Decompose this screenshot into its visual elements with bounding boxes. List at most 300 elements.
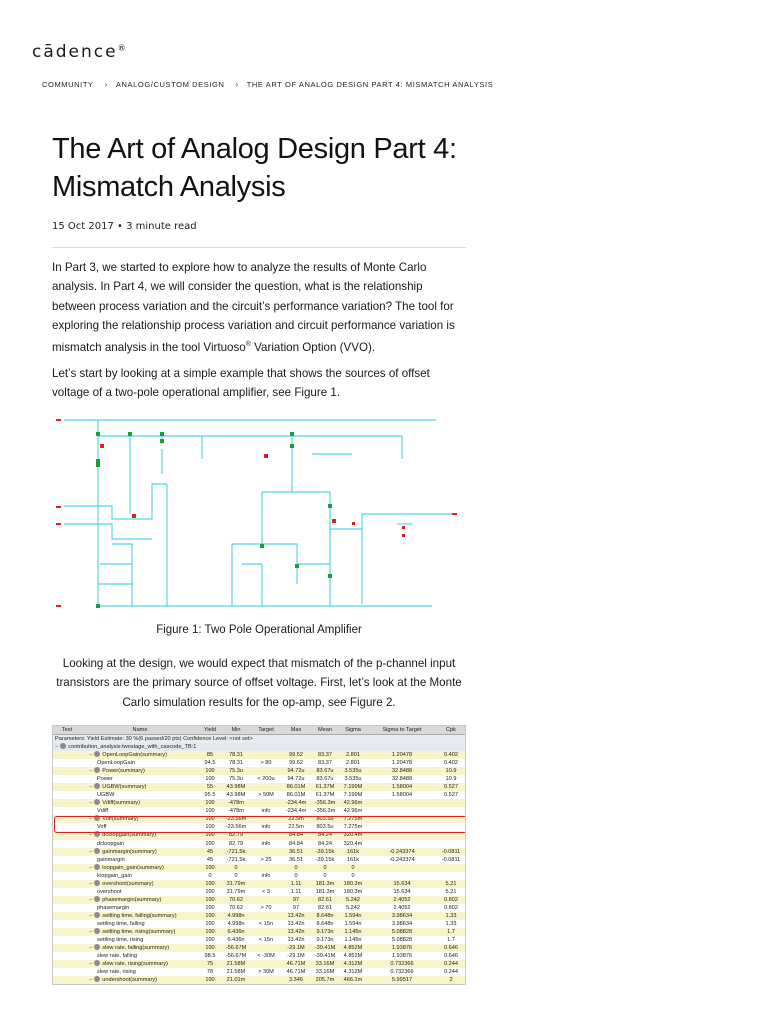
cell-max: 0 bbox=[294, 864, 298, 871]
cell-name: − slew rate, rising(summary) bbox=[89, 961, 168, 968]
cell-sigma: 3.535u bbox=[344, 776, 362, 783]
cell-max: 84.84 bbox=[289, 840, 303, 847]
cell-max: 3.346 bbox=[289, 977, 303, 984]
paragraph-example: Let’s start by looking at a simple example that shows the sources of offset voltage of a two-pole operational amplifier, see Figure 1. bbox=[52, 367, 430, 400]
table-row[interactable] bbox=[53, 928, 465, 936]
column-header: Cpk bbox=[446, 727, 456, 733]
row-test-cell bbox=[53, 896, 81, 904]
table-row[interactable] bbox=[53, 936, 465, 944]
gear-icon bbox=[94, 944, 100, 950]
gear-icon bbox=[94, 783, 100, 789]
cell-mean: 205.7m bbox=[315, 977, 335, 984]
cell-yield: 100 bbox=[205, 888, 215, 895]
cell-yield: 100 bbox=[205, 840, 215, 847]
cell-stt: -0.243374 bbox=[389, 848, 415, 855]
table-row[interactable] bbox=[53, 767, 465, 775]
cell-target: < -30M bbox=[257, 953, 275, 960]
breadcrumb bbox=[42, 80, 493, 89]
column-header: Yield bbox=[203, 727, 217, 733]
cadence-logo[interactable]: cādence® bbox=[32, 42, 126, 62]
cell-min: 21.58M bbox=[226, 961, 246, 968]
cell-target bbox=[251, 848, 281, 856]
cell-mean: 181.3m bbox=[315, 888, 335, 895]
cell-max: 46.71M bbox=[286, 969, 306, 976]
test-tree-node: − contribution_analysis:twostage_with_cascode_TB:1 bbox=[53, 743, 465, 751]
cell-target bbox=[251, 896, 281, 904]
cell-sigma: 7.275m bbox=[343, 824, 363, 831]
cell-min: -478m bbox=[228, 808, 244, 815]
voff-highlight-box bbox=[54, 816, 466, 833]
cell-name: phasemargin bbox=[97, 904, 130, 911]
cell-stt bbox=[367, 864, 437, 872]
cell-stt: -0.243374 bbox=[389, 856, 415, 863]
cell-sigma: 466.1m bbox=[343, 977, 363, 984]
cell-min: 0 bbox=[234, 872, 238, 879]
cell-mean: 84.24 bbox=[318, 840, 332, 847]
cell-sigma: 320.4m bbox=[343, 832, 363, 839]
cell-sigma: 161k bbox=[346, 848, 360, 855]
cell-min: 78.31 bbox=[229, 752, 243, 758]
column-header: Sigma bbox=[345, 727, 361, 733]
cell-name: − undershoot(summary) bbox=[89, 977, 157, 984]
cell-cpk: 10.9 bbox=[445, 768, 457, 775]
cell-yield: 100 bbox=[205, 776, 215, 783]
cell-yield: 55 bbox=[206, 784, 214, 791]
cell-mean: 61.37M bbox=[315, 784, 335, 791]
cell-sigma: 180.3m bbox=[343, 880, 363, 887]
cell-stt: 1.93876 bbox=[391, 953, 413, 960]
cell-min: -721.5k bbox=[226, 848, 246, 855]
cell-cpk: 2 bbox=[449, 977, 453, 984]
cell-target bbox=[251, 880, 281, 888]
cell-min: -56.67M bbox=[225, 953, 247, 960]
cell-mean: 8.648n bbox=[316, 912, 334, 919]
cell-cpk: 0.646 bbox=[444, 953, 458, 960]
cell-max: 13.42n bbox=[287, 920, 305, 927]
cell-stt: 1.20478 bbox=[391, 752, 413, 758]
article-meta: 15 Oct 2017 • 3 minute read bbox=[52, 221, 197, 232]
cell-yield: 100 bbox=[205, 800, 215, 807]
row-test-cell bbox=[53, 936, 81, 944]
table-row[interactable] bbox=[53, 880, 465, 888]
cell-min: 70.62 bbox=[229, 896, 243, 903]
cell-name: − slew rate, falling(summary) bbox=[89, 945, 170, 952]
cell-name: gainmargin bbox=[97, 856, 125, 863]
cell-cpk: 1.33 bbox=[445, 912, 457, 919]
gear-icon bbox=[94, 976, 100, 982]
cell-max: -234.4m bbox=[285, 808, 307, 815]
cell-min: 75.3u bbox=[229, 776, 243, 783]
table-row[interactable] bbox=[53, 968, 465, 976]
gear-icon bbox=[94, 799, 100, 805]
cell-target: < 15n bbox=[258, 920, 274, 927]
cell-min: -23.56m bbox=[225, 816, 247, 823]
table-row[interactable] bbox=[53, 848, 465, 856]
cell-name: − Voff(summary) bbox=[89, 816, 139, 823]
cell-max: 13.42n bbox=[287, 929, 305, 936]
cell-name: − Vdiff(summary) bbox=[89, 800, 141, 807]
table-row[interactable] bbox=[53, 791, 465, 799]
cell-cpk: 0.802 bbox=[444, 904, 458, 911]
cell-stt: 0.732366 bbox=[390, 961, 414, 968]
table-row[interactable] bbox=[53, 775, 465, 783]
cell-name: slew rate, falling bbox=[97, 953, 138, 960]
column-header: Target bbox=[258, 727, 274, 733]
paragraph-intro: In Part 3, we started to explore how to analyze the results of Monte Carlo analysis. In Part 4, we will consider the question, what is the relationship between process variation and the circuit’s performance variation? The tool for exploring the relationship process variation and circuit performance variation is mismatch analysis in the tool Virtuoso® Variation Option (VVO). bbox=[52, 261, 455, 355]
cell-yield: 100 bbox=[205, 912, 215, 919]
cell-sigma: 1.145n bbox=[344, 937, 362, 944]
cell-cpk bbox=[437, 872, 465, 880]
cell-name: − Power(summary) bbox=[89, 768, 145, 775]
row-test-cell bbox=[53, 944, 81, 952]
row-test-cell bbox=[53, 783, 81, 791]
row-test-cell bbox=[53, 848, 81, 856]
cell-yield: 100 bbox=[205, 824, 215, 831]
breadcrumb-current: THE ART OF ANALOG DESIGN PART 4: MISMATCH ANALYSIS bbox=[246, 80, 494, 89]
cell-mean: 803.5u bbox=[316, 824, 334, 831]
cell-target bbox=[251, 960, 281, 968]
cell-sigma: 2.801 bbox=[346, 752, 360, 758]
cell-name: − settling time, falling(summary) bbox=[89, 912, 177, 919]
cell-yield: 100 bbox=[205, 880, 215, 887]
cell-max: 22.5m bbox=[288, 824, 304, 831]
cell-name: − settling time, rising(summary) bbox=[89, 929, 176, 936]
cell-stt: 5.08828 bbox=[391, 929, 413, 936]
cell-stt: 32.8488 bbox=[391, 776, 413, 783]
cell-name: overshoot bbox=[97, 888, 122, 895]
table-row[interactable] bbox=[53, 807, 465, 815]
cell-mean: -356.3m bbox=[314, 800, 336, 807]
cell-name: − overshoot(summary) bbox=[89, 880, 154, 887]
monte-carlo-results-table bbox=[52, 725, 466, 985]
row-test-cell bbox=[53, 960, 81, 968]
cell-max: -29.1M bbox=[287, 945, 305, 952]
table-row[interactable] bbox=[53, 920, 465, 928]
cell-stt: 0.732366 bbox=[390, 969, 414, 976]
row-test-cell bbox=[53, 759, 81, 767]
gear-icon bbox=[60, 743, 66, 749]
cell-cpk: 0.244 bbox=[444, 969, 458, 976]
cell-max: 22.5m bbox=[288, 816, 304, 823]
column-header: Max bbox=[290, 727, 302, 733]
page-title: The Art of Analog Design Part 4: Mismatch Analysis bbox=[52, 133, 457, 203]
gear-icon bbox=[94, 928, 100, 934]
cell-name: loopgain_gain bbox=[97, 872, 132, 879]
cell-mean: 82.61 bbox=[318, 904, 332, 911]
cell-name: settling time, rising bbox=[97, 937, 144, 944]
cell-sigma: 0 bbox=[351, 872, 355, 879]
cell-max: 1.11 bbox=[290, 888, 302, 895]
cell-mean: 181.3m bbox=[315, 880, 335, 887]
cell-name: − dcloopgain(summary) bbox=[89, 832, 157, 839]
cell-stt: 5.99517 bbox=[391, 977, 413, 984]
cell-cpk: 5.21 bbox=[445, 880, 457, 887]
cell-yield: 98.5 bbox=[204, 953, 216, 960]
cell-stt: 2.4052 bbox=[393, 904, 411, 911]
row-test-cell bbox=[53, 968, 81, 976]
cell-stt: 15.634 bbox=[393, 880, 411, 887]
cell-stt: 32.8488 bbox=[391, 768, 413, 775]
row-test-cell bbox=[53, 856, 81, 864]
cell-min: -721.5k bbox=[226, 856, 246, 863]
cell-max: 36.51 bbox=[289, 848, 303, 855]
cell-target: < 15n bbox=[258, 937, 274, 944]
row-test-cell bbox=[53, 976, 81, 984]
paragraph-analysis: Looking at the design, we would expect that mismatch of the p-channel input transistors are the primary source of offset voltage. First, let’s look at the Monte Carlo simulation results for the op-amp, see Figure 2. bbox=[56, 657, 462, 709]
table-row[interactable] bbox=[53, 976, 465, 984]
column-header: Test bbox=[61, 727, 73, 733]
cell-mean: 33.16M bbox=[315, 969, 335, 976]
cell-min: 4.998n bbox=[227, 920, 245, 927]
cell-stt bbox=[367, 807, 437, 815]
cell-target bbox=[251, 928, 281, 936]
cell-min: 82.79 bbox=[229, 840, 243, 847]
chevron-right-icon: › bbox=[235, 80, 239, 89]
gear-icon bbox=[94, 960, 100, 966]
cell-target bbox=[251, 976, 281, 984]
cell-mean: 33.16M bbox=[315, 961, 335, 968]
cell-cpk: 1.33 bbox=[445, 920, 457, 927]
cell-sigma: 1.145n bbox=[344, 929, 362, 936]
cell-target: < 200u bbox=[257, 776, 275, 783]
table-row[interactable] bbox=[53, 912, 465, 920]
cell-min: 78.31 bbox=[229, 760, 243, 767]
row-test-cell bbox=[53, 775, 81, 783]
breadcrumb-community[interactable]: COMMUNITY bbox=[42, 80, 94, 89]
cell-min: 75.3u bbox=[229, 768, 243, 775]
cell-target: > 30M bbox=[258, 969, 274, 976]
cell-max: -29.1M bbox=[287, 953, 305, 960]
cell-cpk: 0.802 bbox=[444, 896, 458, 903]
cell-min: 31.79m bbox=[226, 888, 246, 895]
cell-name: − OpenLoopGain(summary) bbox=[89, 752, 167, 758]
cell-target bbox=[251, 912, 281, 920]
table-row[interactable] bbox=[53, 960, 465, 968]
table-row[interactable] bbox=[53, 888, 465, 896]
cell-cpk: 0.646 bbox=[444, 945, 458, 952]
chevron-right-icon: › bbox=[104, 80, 108, 89]
cell-yield: 100 bbox=[205, 945, 215, 952]
cell-target: > 50M bbox=[258, 792, 274, 799]
cell-yield: 100 bbox=[205, 768, 215, 775]
cell-sigma: 3.535u bbox=[344, 768, 362, 775]
cell-max: 46.71M bbox=[286, 961, 306, 968]
cell-name: UGBW bbox=[97, 792, 115, 799]
cell-mean: 83.67u bbox=[316, 768, 334, 775]
row-test-cell bbox=[53, 880, 81, 888]
cell-max: 36.51 bbox=[289, 856, 303, 863]
cell-target: > 70 bbox=[260, 904, 272, 911]
cell-cpk: -0.0811 bbox=[441, 856, 461, 863]
cell-cpk: 0.527 bbox=[444, 792, 458, 799]
cell-stt: 2.4052 bbox=[393, 896, 411, 903]
cell-yield: 45 bbox=[206, 856, 214, 863]
cell-min: 21.58M bbox=[226, 969, 246, 976]
cell-target: > 25 bbox=[260, 856, 272, 863]
cell-max: 1.11 bbox=[290, 880, 302, 887]
cell-name: − phasemargin(summary) bbox=[89, 896, 162, 903]
cell-stt: 3.98634 bbox=[391, 920, 413, 927]
cell-stt: 5.08828 bbox=[391, 937, 413, 944]
row-test-cell bbox=[53, 791, 81, 799]
cell-mean: 83.67u bbox=[316, 776, 334, 783]
cell-max: 84.84 bbox=[289, 832, 303, 839]
cell-min: 21.01m bbox=[226, 977, 246, 984]
cell-max: 13.42n bbox=[287, 937, 305, 944]
cell-min: 70.62 bbox=[229, 904, 243, 911]
cell-mean: 0 bbox=[323, 872, 327, 879]
cell-sigma: 1.594n bbox=[344, 912, 362, 919]
cell-sigma: 1.594n bbox=[344, 920, 362, 927]
table-row[interactable] bbox=[53, 799, 465, 807]
row-test-cell bbox=[53, 751, 81, 759]
gear-icon bbox=[94, 912, 100, 918]
cell-target: info bbox=[261, 808, 271, 815]
cell-name: OpenLoopGain bbox=[97, 760, 135, 767]
cell-yield: 100 bbox=[205, 896, 215, 903]
opamp-schematic-image bbox=[52, 414, 466, 612]
gear-icon bbox=[94, 767, 100, 773]
cell-cpk: 0.402 bbox=[444, 760, 458, 767]
cell-yield: 85 bbox=[206, 752, 214, 758]
cell-sigma: 42.96m bbox=[343, 800, 363, 807]
cell-name: − UGBW(summary) bbox=[89, 784, 147, 791]
row-test-cell bbox=[53, 872, 81, 880]
cell-mean: -39.41M bbox=[314, 945, 336, 952]
cell-target bbox=[251, 799, 281, 807]
table-row[interactable] bbox=[53, 783, 465, 791]
cell-sigma: 320.4m bbox=[343, 840, 363, 847]
table-row[interactable] bbox=[53, 864, 465, 872]
cell-yield: 100 bbox=[205, 937, 215, 944]
cell-min: 82.79 bbox=[229, 832, 243, 839]
cell-target bbox=[251, 751, 281, 759]
cell-stt: 15.634 bbox=[393, 888, 411, 895]
cell-yield: 94.5 bbox=[204, 760, 216, 767]
cell-cpk: 0.527 bbox=[444, 784, 458, 791]
cell-min: 43.98M bbox=[226, 784, 246, 791]
cell-stt: 1.58004 bbox=[391, 792, 413, 799]
cell-mean: 9.173n bbox=[316, 937, 334, 944]
cell-min: 43.98M bbox=[226, 792, 246, 799]
cell-min: 4.998n bbox=[227, 912, 245, 919]
row-test-cell bbox=[53, 920, 81, 928]
cell-yield: 100 bbox=[205, 929, 215, 936]
row-test-cell bbox=[53, 952, 81, 960]
cell-mean: 0 bbox=[323, 864, 327, 871]
cell-name: − loopgain_gain(summary) bbox=[89, 864, 164, 871]
cell-max: 0 bbox=[294, 872, 298, 879]
breadcrumb-analog-custom-design[interactable]: ANALOG/CUSTOM DESIGN bbox=[115, 80, 225, 89]
table-row[interactable] bbox=[53, 896, 465, 904]
cell-yield: 100 bbox=[205, 977, 215, 984]
cell-max: 86.01M bbox=[286, 792, 306, 799]
cell-cpk: 1.7 bbox=[447, 929, 455, 936]
cell-cpk bbox=[437, 799, 465, 807]
cell-min: -56.67M bbox=[225, 945, 247, 952]
cell-stt bbox=[367, 872, 437, 880]
row-test-cell bbox=[53, 840, 81, 848]
cell-cpk: 5.21 bbox=[445, 888, 457, 895]
cell-target: info bbox=[261, 840, 271, 847]
cell-yield: 95.5 bbox=[204, 792, 216, 799]
row-test-cell bbox=[53, 864, 81, 872]
cell-min: 0 bbox=[234, 864, 238, 871]
row-test-cell bbox=[53, 767, 81, 775]
cell-mean: 83.37 bbox=[318, 760, 332, 767]
cell-sigma: 5.242 bbox=[346, 904, 360, 911]
cell-cpk: 10.9 bbox=[445, 776, 457, 783]
cell-target bbox=[251, 864, 281, 872]
cell-name: − gainmargin(summary) bbox=[89, 848, 157, 855]
cell-target: > 80 bbox=[260, 760, 272, 767]
parameters-info: Parameters: Yield Estimate: 30 %(6 passed/20 pts) Confidence Level: <not set> bbox=[53, 735, 465, 743]
table-row[interactable] bbox=[53, 856, 465, 864]
cell-name: Vdiff bbox=[97, 808, 109, 815]
cell-sigma: 4.312M bbox=[343, 969, 363, 976]
cell-sigma: 4.852M bbox=[343, 945, 363, 952]
cell-mean: -39.15k bbox=[315, 856, 335, 863]
row-test-cell bbox=[53, 807, 81, 815]
table-row[interactable] bbox=[53, 759, 465, 767]
cell-max: -234.4m bbox=[285, 800, 307, 807]
column-header: Sigma to Target bbox=[382, 727, 422, 733]
cell-name: Power bbox=[97, 776, 113, 783]
cell-stt bbox=[367, 799, 437, 807]
cell-max: 13.42n bbox=[287, 912, 305, 919]
cell-sigma: 0 bbox=[351, 864, 355, 871]
cell-cpk bbox=[437, 864, 465, 872]
cell-min: -23.56m bbox=[225, 824, 247, 831]
cell-cpk: 0.402 bbox=[444, 752, 458, 758]
cell-mean: 82.61 bbox=[318, 896, 332, 903]
table-row[interactable] bbox=[53, 872, 465, 880]
cell-mean: 84.24 bbox=[318, 832, 332, 839]
table-row[interactable] bbox=[53, 952, 465, 960]
cell-sigma: 4.312M bbox=[343, 961, 363, 968]
cell-yield: 45 bbox=[206, 848, 214, 855]
row-test-cell bbox=[53, 912, 81, 920]
cell-yield: 78 bbox=[206, 969, 214, 976]
cell-mean: 83.37 bbox=[318, 752, 332, 758]
cell-cpk bbox=[437, 840, 465, 848]
cell-name: Voff bbox=[97, 824, 107, 831]
table-row[interactable] bbox=[53, 751, 465, 759]
cell-cpk: -0.0811 bbox=[441, 848, 461, 855]
cell-mean: 61.37M bbox=[315, 792, 335, 799]
table-row[interactable] bbox=[53, 944, 465, 952]
cell-max: 97 bbox=[292, 904, 300, 911]
cell-sigma: 2.801 bbox=[346, 760, 360, 767]
cell-name: slew rate, rising bbox=[97, 969, 136, 976]
cell-min: 6.436n bbox=[227, 929, 245, 936]
table-row[interactable] bbox=[53, 840, 465, 848]
cell-min: 31.79m bbox=[226, 880, 246, 887]
cell-stt: 1.93876 bbox=[391, 945, 413, 952]
cell-name: settling time, falling bbox=[97, 920, 145, 927]
cell-max: 86.01M bbox=[286, 784, 306, 791]
cell-mean: 9.173n bbox=[316, 929, 334, 936]
table-row[interactable] bbox=[53, 904, 465, 912]
cell-yield: 100 bbox=[205, 816, 215, 823]
cell-yield: 100 bbox=[205, 904, 215, 911]
column-header: Mean bbox=[318, 727, 332, 733]
cell-max: 94.72u bbox=[287, 768, 305, 775]
cell-max: 99.52 bbox=[289, 760, 303, 767]
cell-mean: -39.15k bbox=[315, 848, 335, 855]
cell-max: 97 bbox=[292, 896, 300, 903]
gear-icon bbox=[94, 880, 100, 886]
